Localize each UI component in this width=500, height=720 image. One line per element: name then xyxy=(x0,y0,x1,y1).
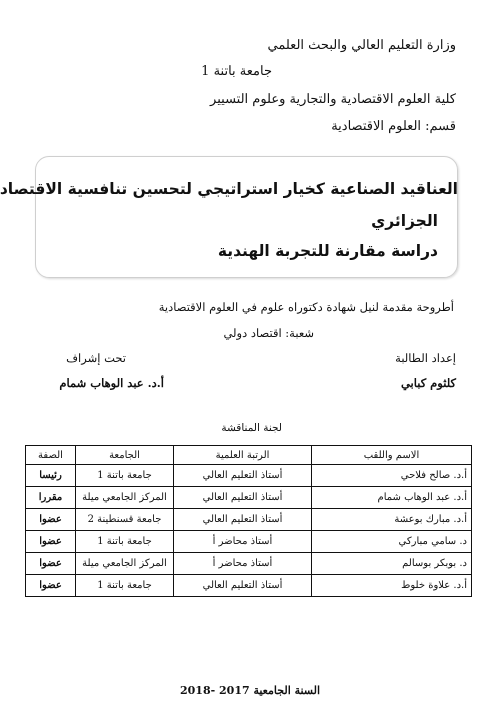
academic-year: السنة الجامعية 2017 -2018 xyxy=(179,684,321,697)
header-role: الصفة xyxy=(26,446,76,465)
table-row xyxy=(26,531,472,553)
member-role: عضوا xyxy=(26,553,76,575)
member-role: رئيسا xyxy=(26,465,76,487)
member-name: د. بوبكر بوسالم xyxy=(312,553,472,575)
member-role: عضوا xyxy=(26,575,76,597)
member-university: جامعة باتنة 1 xyxy=(76,465,174,487)
table-row xyxy=(26,575,472,597)
member-university: جامعة باتنة 1 xyxy=(76,531,174,553)
member-name: د. سامي مباركي xyxy=(312,531,472,553)
table-row xyxy=(26,487,472,509)
member-rank: أستاذ محاضر أ xyxy=(174,531,312,553)
table-row xyxy=(26,553,472,575)
thesis-title-line1: العناقيد الصناعية كخيار استراتيجي لتحسين تنافسية الاقتصاد xyxy=(0,180,458,198)
member-rank: أستاذ محاضر أ xyxy=(174,553,312,575)
member-rank: أستاذ التعليم العالي xyxy=(174,465,312,487)
member-name: أ.د. مبارك بوعشة xyxy=(312,509,472,531)
thesis-purpose: أطروحة مقدمة لنيل شهادة دكتوراه علوم في العلوم الاقتصادية xyxy=(158,300,454,314)
table-row xyxy=(26,465,472,487)
table-row xyxy=(26,509,472,531)
thesis-title-line2: الجزائري xyxy=(371,212,438,230)
faculty-name: كلية العلوم الاقتصادية والتجارية وعلوم التسيير xyxy=(210,92,456,107)
header-name: الاسم واللقب xyxy=(312,446,472,465)
member-role: عضوا xyxy=(26,531,76,553)
university-name: جامعة باتنة 1 xyxy=(201,64,272,79)
jury-header-row xyxy=(26,446,472,465)
header-university: الجامعة xyxy=(76,446,174,465)
thesis-branch: شعبة: اقتصاد دولي xyxy=(223,326,314,340)
member-university: المركز الجامعي ميلة xyxy=(76,487,174,509)
member-rank: أستاذ التعليم العالي xyxy=(174,487,312,509)
member-name: أ.د. عبد الوهاب شمام xyxy=(312,487,472,509)
supervisor-name: أ.د. عبد الوهاب شمام xyxy=(59,376,164,390)
member-university: جامعة باتنة 1 xyxy=(76,575,174,597)
student-label: إعداد الطالبة xyxy=(395,351,456,365)
member-name: أ.د. صالح فلاحي xyxy=(312,465,472,487)
member-name: أ.د. علاوة خلوط xyxy=(312,575,472,597)
header-rank: الرتبة العلمية xyxy=(174,446,312,465)
supervisor-label: تحت إشراف xyxy=(66,351,126,365)
jury-caption: لجنة المناقشة xyxy=(221,422,282,434)
department-name: قسم: العلوم الاقتصادية xyxy=(331,119,456,134)
member-role: مقررا xyxy=(26,487,76,509)
member-university: جامعة قسنطينة 2 xyxy=(76,509,174,531)
jury-table xyxy=(25,445,472,597)
member-rank: أستاذ التعليم العالي xyxy=(174,575,312,597)
ministry-name: وزارة التعليم العالي والبحث العلمي xyxy=(267,38,456,53)
thesis-subtitle: دراسة مقارنة للتجربة الهندية xyxy=(217,242,438,260)
student-name: كلثوم كبابي xyxy=(400,376,456,390)
member-rank: أستاذ التعليم العالي xyxy=(174,509,312,531)
member-role: عضوا xyxy=(26,509,76,531)
member-university: المركز الجامعي ميلة xyxy=(76,553,174,575)
